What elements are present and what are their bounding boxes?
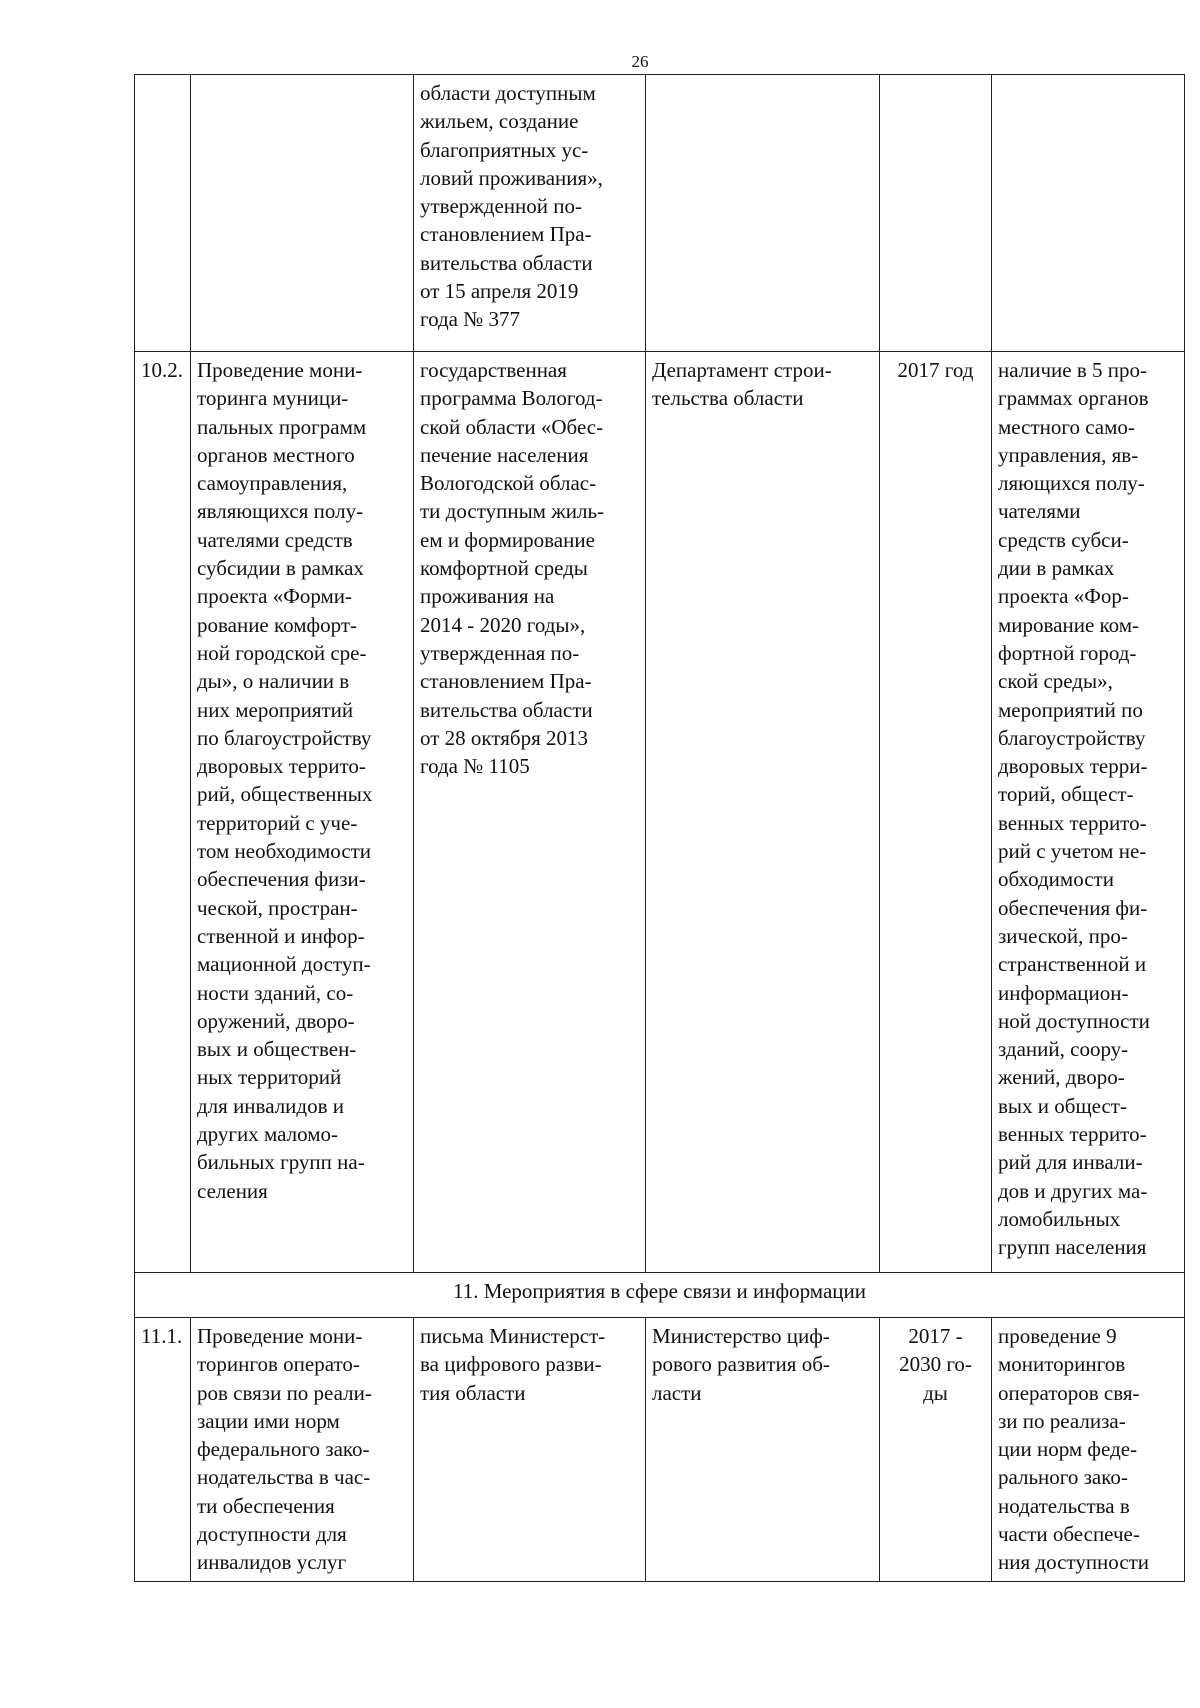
text-line: зации ими норм [197,1408,340,1433]
cell-number [135,75,191,352]
text-line: ти обеспечения [197,1493,335,1518]
text-line: информацион- [998,980,1129,1005]
text-line: ской среды», [998,669,1113,694]
text-line: дворовых терри- [998,754,1148,779]
section-header-row [135,1273,1185,1318]
text-line: 2017 - [908,1324,963,1348]
text-line: управления, яв- [998,442,1139,467]
text-line: федерального зако- [197,1437,370,1462]
cell-result [992,75,1185,352]
text-line: ров связи по реали- [197,1380,372,1405]
table-row-11-1 [135,1318,1185,1582]
text-line: торий, общест- [998,782,1134,807]
text-line: ды [923,1380,948,1405]
text-line: ной доступности [998,1008,1150,1033]
text-line: ческой, простран- [197,895,358,920]
cell-executor [646,1318,880,1582]
text-line: странственной и [998,952,1147,977]
text-line: оружений, дворо- [197,1008,355,1033]
text-line: благоустройству [998,725,1146,750]
text-line: венных террито- [998,1122,1147,1147]
text-line: ных территорий [197,1065,342,1090]
text-line: письма Министерст- [420,1324,606,1348]
text-line: доступности для [197,1522,347,1547]
text-line: жений, дворо- [998,1065,1125,1090]
text-line: зданий, соору- [998,1037,1129,1062]
cell-executor [646,352,880,1273]
text-line: Проведение мони- [197,1324,363,1348]
text-line: них мероприятий [197,697,354,722]
cell-number: 10.2. [135,352,191,1273]
text-line: области доступным [420,81,596,105]
section-title: 11. Мероприятия в сфере связи и информации [135,1273,1185,1318]
text-line: селения [197,1178,268,1203]
text-line: тия области [420,1380,526,1405]
text-line: ности зданий, со- [197,980,354,1005]
text-line: Министерство циф- [652,1324,830,1348]
text-line: том необходимости [197,839,372,864]
text-line: по благоустройству [197,725,372,750]
text-line: ти доступным жиль- [420,499,605,524]
text-line: групп населения [998,1235,1147,1260]
text-line: дов и других ма- [998,1178,1148,1203]
text-line: 2030 го- [899,1352,972,1377]
text-line: года № 1105 [420,754,530,779]
text-line: торингов операто- [197,1352,360,1377]
text-line: чателями [998,499,1081,524]
text-line: рального зако- [998,1465,1128,1490]
text-line: рий с учетом не- [998,839,1147,864]
text-line: утвержденная по- [420,640,580,665]
text-line: территорий с уче- [197,810,358,835]
text-line: дии в рамках [998,556,1115,581]
text-line: рий, общественных [197,782,373,807]
text-line: проведение 9 [998,1324,1117,1348]
table-row-continuation [135,75,1185,352]
text-line: рового развития об- [652,1352,830,1377]
text-line: обеспечения фи- [998,895,1148,920]
text-line: проекта «Фор- [998,584,1129,609]
text-line: вых и общест- [998,1093,1127,1118]
text-line: мирование ком- [998,612,1140,637]
text-line: от 28 октября 2013 [420,725,588,750]
text-line: нодательства в час- [197,1465,371,1490]
text-line: программа Вологод- [420,386,603,411]
page-number: 26 [631,52,649,71]
text-line: становлением Пра- [420,222,592,247]
text-line: печение населения [420,442,589,467]
text-line: вых и обществен- [197,1037,357,1062]
text-line: других маломо- [197,1122,339,1147]
text-line: Департамент строи- [652,358,832,382]
text-line: дворовых террито- [197,754,366,779]
text-line: чателями средств [197,527,353,552]
text-line: тельства области [652,386,804,411]
text-line: субсидии в рамках [197,556,364,581]
text-line: ласти [652,1380,702,1405]
text-line: мероприятий по [998,697,1143,722]
text-line: инвалидов услуг [197,1550,347,1575]
text-line: ва цифрового разви- [420,1352,602,1377]
text-line: обеспечения физи- [197,867,366,892]
text-line: года № 377 [420,307,521,332]
text-line: 2017 год [897,358,974,382]
cell-activity [191,75,414,352]
text-line: средств субси- [998,527,1129,552]
text-line: государственная [420,358,567,382]
text-line: нодательства в [998,1493,1130,1518]
text-line: рий для инвали- [998,1150,1143,1175]
text-line: части обеспече- [998,1522,1140,1547]
text-line: зи по реализа- [998,1408,1126,1433]
text-line: проекта «Форми- [197,584,353,609]
text-line: ем и формирование [420,527,595,552]
text-line: граммах органов [998,386,1149,411]
text-line: обходимости [998,867,1114,892]
cell-number: 11.1. [135,1318,191,1582]
cell-document [414,75,646,352]
cell-document [414,1318,646,1582]
text-line: ды», о наличии в [197,669,350,694]
text-line: утвержденной по- [420,194,583,219]
text-line: комфортной среды [420,556,588,581]
text-line: фортной город- [998,640,1137,665]
text-line: ной городской сре- [197,640,367,665]
cell-executor [646,75,880,352]
text-line: ственной и инфор- [197,923,365,948]
text-line: местного само- [998,414,1135,439]
cell-term [880,1318,992,1582]
cell-term [880,75,992,352]
text-line: от 15 апреля 2019 [420,279,579,304]
text-line: торинга муници- [197,386,349,411]
text-line: Вологодской облас- [420,471,597,496]
text-line: для инвалидов и [197,1093,344,1118]
text-line: наличие в 5 про- [998,358,1147,382]
text-line: ния доступности [998,1550,1150,1575]
text-line: венных террито- [998,810,1147,835]
text-line: жильем, создание [420,109,579,134]
text-line: рование комфорт- [197,612,358,637]
cell-document [414,352,646,1273]
cell-result [992,352,1185,1273]
text-line: мониторингов [998,1352,1126,1377]
text-line: операторов свя- [998,1380,1140,1405]
text-line: ломобильных [998,1206,1121,1231]
text-line: 2014 - 2020 годы», [420,612,586,637]
text-line: пальных программ [197,414,367,439]
cell-activity [191,1318,414,1582]
table-row-10-2 [135,352,1185,1273]
text-line: проживания на [420,584,555,609]
text-line: являющихся полу- [197,499,364,524]
text-line: ловий проживания», [420,165,603,190]
text-line: бильных групп на- [197,1150,365,1175]
text-line: мационной доступ- [197,952,371,977]
text-line: ляющихся полу- [998,471,1145,496]
measures-table [134,74,1185,1582]
cell-term [880,352,992,1273]
text-line: вительства области [420,250,593,275]
text-line: ской области «Обес- [420,414,604,439]
text-line: ции норм феде- [998,1437,1138,1462]
text-line: Проведение мони- [197,358,363,382]
text-line: вительства области [420,697,593,722]
text-line: зической, про- [998,923,1128,948]
text-line: благоприятных ус- [420,137,589,162]
cell-result [992,1318,1185,1582]
text-line: органов местного [197,442,355,467]
text-line: самоуправления, [197,471,348,496]
text-line: становлением Пра- [420,669,592,694]
cell-activity [191,352,414,1273]
